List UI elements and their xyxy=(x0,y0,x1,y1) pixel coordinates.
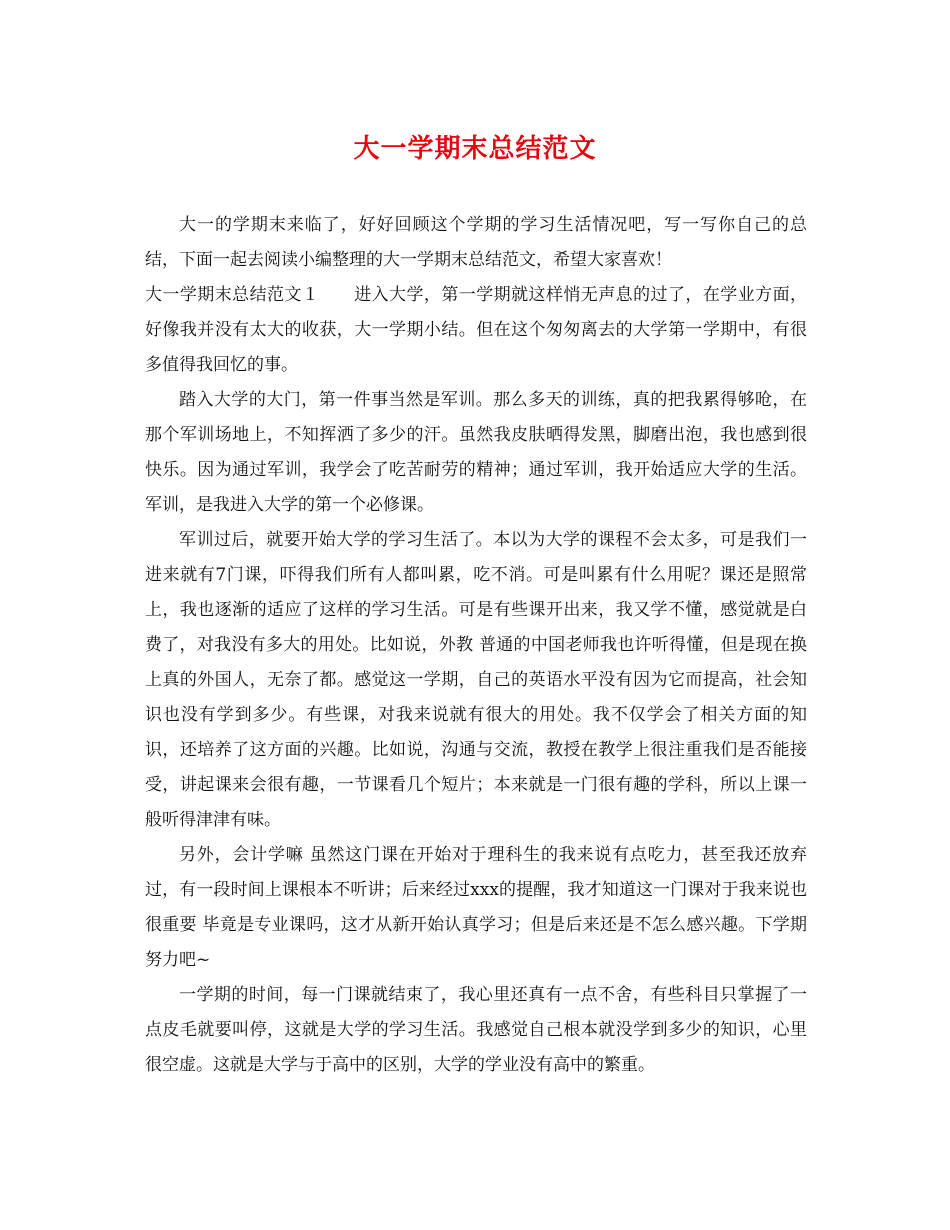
document-body xyxy=(145,208,807,1083)
paragraph-semester-end: 一学期的时间，每一门课就结束了，我心里还真有一点不舍，有些科目只掌握了一点皮毛就要叫停，这就是大学的学习生活。我感觉自己根本就没学到多少的知识，心里很空虚。这就是大学与于高中的区别，大学的学业没有高中的繁重。 xyxy=(145,985,807,1075)
paragraph-courses: 军训过后，就要开始大学的学习生活了。本以为大学的课程不会太多，可是我们一进来就有7门课，吓得我们所有人都叫累，吃不消。可是叫累有什么用呢？课还是照常上，我也逐渐的适应了这样的学习生活。可是有些课开出来，我又学不懂，感觉就是白费了，对我没有多大的用处。比如说，外教 普通的中国老师我也许听得懂，但是现在换上真的外国人，无奈了都。感觉这一学期，自己的英语水平没有因为它而提高，社会知识也没有学到多少。有些课，对我来说就有很大的用处。我不仅学会了相关方面的知识，还培养了这方面的兴趣。比如说，沟通与交流，教授在教学上很注重我们是否能接受，讲起课来会很有趣，一节课看几个短片；本来就是一门很有趣的学科，所以上课一般听得津津有味。 xyxy=(145,530,807,830)
paragraph-intro: 大一的学期末来临了，好好回顾这个学期的学习生活情况吧，写一写你自己的总结，下面一起去阅读小编整理的大一学期末总结范文，希望大家喜欢！ xyxy=(145,215,807,270)
paragraph-sample-1-start: 大一学期末总结范文１ 进入大学，第一学期就这样悄无声息的过了，在学业方面，好像我并没有太大的收获，大一学期小结。但在这个匆匆离去的大学第一学期中，有很多值得我回忆的事。 xyxy=(145,285,807,375)
document-title: 大一学期末总结范文 xyxy=(353,134,597,164)
paragraph-accounting: 另外，会计学嘛 虽然这门课在开始对于理科生的我来说有点吃力，甚至我还放弃过，有一段时间上课根本不听讲；后来经过xxx的提醒，我才知道这一门课对于我来说也很重要 毕竟是专业课吗，这才从新开始认真学习；但是后来还是不怎么感兴趣。下学期努力吧~ xyxy=(145,845,807,970)
paragraph-military-training: 踏入大学的大门，第一件事当然是军训。那么多天的训练，真的把我累得够呛，在那个军训场地上，不知挥洒了多少的汗。虽然我皮肤晒得发黑，脚磨出泡，我也感到很快乐。因为通过军训，我学会了吃苦耐劳的精神；通过军训，我开始适应大学的生活。军训，是我进入大学的第一个必修课。 xyxy=(145,390,807,515)
